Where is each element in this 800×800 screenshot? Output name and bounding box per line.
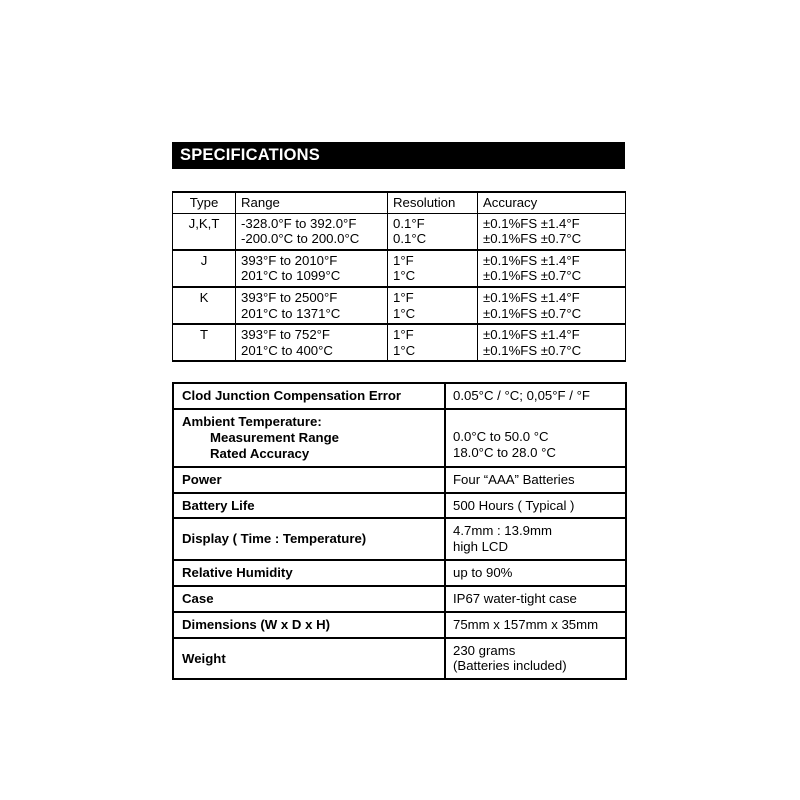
spec-value: Four “AAA” Batteries (445, 467, 626, 493)
accuracy-celsius: ±0.1%FS ±0.7°C (483, 305, 582, 321)
cell-range (236, 250, 388, 287)
resolution-fahrenheit: 1°F (393, 252, 414, 268)
range-fahrenheit: -328.0°F to 392.0°F (241, 215, 357, 231)
spec-row-case (173, 586, 626, 612)
resolution-celsius: 1°C (393, 305, 416, 321)
ambient-measurement-range-label: Measurement Range (210, 430, 339, 446)
thermocouple-range-table (172, 191, 626, 362)
cell-type: J,K,T (173, 213, 236, 250)
ambient-heading: Ambient Temperature: (182, 414, 322, 430)
spec-value: 0.05°C / °C; 0,05°F / °F (445, 383, 626, 409)
cell-resolution (388, 287, 478, 324)
spec-row-power (173, 467, 626, 493)
resolution-celsius: 1°C (393, 268, 416, 284)
resolution-celsius: 0.1°C (393, 231, 427, 247)
cell-resolution (388, 213, 478, 250)
range-celsius: 201°C to 1371°C (241, 305, 341, 321)
ambient-rated-accuracy-value: 18.0°C to 28.0 °C (453, 444, 556, 460)
weight-value: 230 grams (453, 642, 516, 658)
spec-row-dimensions (173, 612, 626, 638)
accuracy-fahrenheit: ±0.1%FS ±1.4°F (483, 290, 580, 306)
cell-resolution (388, 324, 478, 361)
spec-row-display (173, 518, 626, 560)
spec-label: Relative Humidity (173, 560, 445, 586)
spec-label: Case (173, 586, 445, 612)
value-spacer (453, 415, 625, 429)
column-header-resolution: Resolution (388, 192, 478, 213)
cell-range (236, 213, 388, 250)
spec-value (445, 638, 626, 680)
general-specifications-table (172, 382, 627, 680)
table-row (173, 324, 626, 361)
column-header-range: Range (236, 192, 388, 213)
display-type: high LCD (453, 539, 508, 555)
table-row (173, 287, 626, 324)
spec-label: Display ( Time : Temperature) (173, 518, 445, 560)
column-header-accuracy: Accuracy (478, 192, 626, 213)
range-fahrenheit: 393°F to 752°F (241, 327, 330, 343)
spec-label: Power (173, 467, 445, 493)
accuracy-fahrenheit: ±0.1%FS ±1.4°F (483, 252, 580, 268)
specifications-sheet (172, 142, 625, 680)
spec-label: Weight (173, 638, 445, 680)
section-title-banner: SPECIFICATIONS (172, 142, 625, 169)
spec-value (445, 409, 626, 467)
resolution-celsius: 1°C (393, 342, 416, 358)
resolution-fahrenheit: 0.1°F (393, 215, 425, 231)
accuracy-fahrenheit: ±0.1%FS ±1.4°F (483, 327, 580, 343)
cell-accuracy (478, 250, 626, 287)
spec-value: up to 90% (445, 560, 626, 586)
table-header-row (173, 192, 626, 213)
spec-row-ambient-temperature (173, 409, 626, 467)
ambient-rated-accuracy-label: Rated Accuracy (210, 445, 310, 461)
spec-value (445, 518, 626, 560)
accuracy-celsius: ±0.1%FS ±0.7°C (483, 268, 582, 284)
ambient-measurement-range-value: 0.0°C to 50.0 °C (453, 429, 549, 445)
range-celsius: 201°C to 400°C (241, 342, 333, 358)
display-size: 4.7mm : 13.9mm (453, 523, 552, 539)
column-header-type: Type (173, 192, 236, 213)
cell-type: T (173, 324, 236, 361)
spec-label: Battery Life (173, 493, 445, 519)
table-row (173, 250, 626, 287)
cell-accuracy (478, 324, 626, 361)
spec-value: IP67 water-tight case (445, 586, 626, 612)
spec-row-cold-junction (173, 383, 626, 409)
spec-label: Dimensions (W x D x H) (173, 612, 445, 638)
range-celsius: 201°C to 1099°C (241, 268, 341, 284)
spec-row-weight (173, 638, 626, 680)
cell-resolution (388, 250, 478, 287)
cell-type: K (173, 287, 236, 324)
cell-range (236, 287, 388, 324)
cell-range (236, 324, 388, 361)
spec-label (173, 409, 445, 467)
range-celsius: -200.0°C to 200.0°C (241, 231, 360, 247)
spec-row-battery-life (173, 493, 626, 519)
spec-label: Clod Junction Compensation Error (173, 383, 445, 409)
accuracy-celsius: ±0.1%FS ±0.7°C (483, 231, 582, 247)
range-fahrenheit: 393°F to 2010°F (241, 252, 338, 268)
cell-type: J (173, 250, 236, 287)
cell-accuracy (478, 287, 626, 324)
weight-note: (Batteries included) (453, 658, 567, 674)
accuracy-celsius: ±0.1%FS ±0.7°C (483, 342, 582, 358)
accuracy-fahrenheit: ±0.1%FS ±1.4°F (483, 215, 580, 231)
cell-accuracy (478, 213, 626, 250)
resolution-fahrenheit: 1°F (393, 290, 414, 306)
table-row (173, 213, 626, 250)
range-fahrenheit: 393°F to 2500°F (241, 290, 338, 306)
spec-value: 500 Hours ( Typical ) (445, 493, 626, 519)
spec-row-relative-humidity (173, 560, 626, 586)
resolution-fahrenheit: 1°F (393, 327, 414, 343)
spec-value: 75mm x 157mm x 35mm (445, 612, 626, 638)
